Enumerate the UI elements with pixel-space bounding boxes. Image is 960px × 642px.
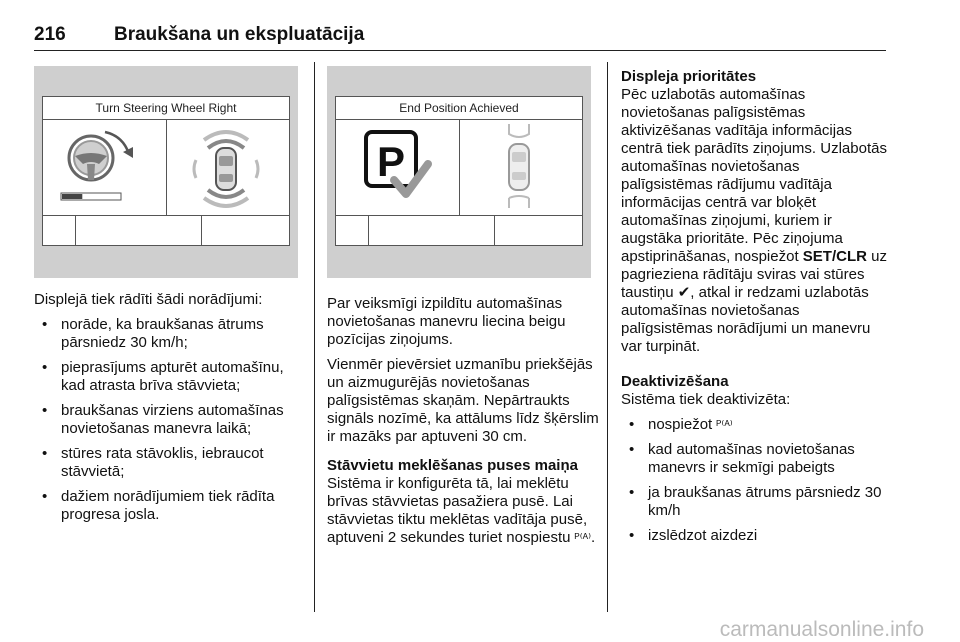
page-header: [34, 24, 886, 52]
park-assist-button-icon: ᴾ⁽ᴬ⁾: [716, 418, 733, 432]
section-heading: Displeja prioritātes: [621, 68, 757, 85]
display-screen: [42, 96, 290, 246]
list-item: • izslēdzot aizdezi: [621, 527, 891, 545]
list-item: • ja braukšanas ātrums pārsniedz 30 km/h: [621, 484, 891, 520]
list-item: • norāde, ka braukšanas ātrums pārsniedz 30 km/h;: [34, 316, 298, 352]
list-item: • dažiem norādījumiem tiek rādīta progresa josla.: [34, 488, 298, 524]
column-divider-2: [607, 62, 608, 612]
watermark: carmanualsonline.info: [719, 618, 924, 641]
header-rule: [34, 50, 886, 51]
column-3: [621, 68, 891, 545]
paragraph: Sistēma ir konfigurēta tā, lai meklētu brīvas stāvvietas pasažiera pusē. Lai stāvvietas tiktu meklētas vadītāja pusē, aptuveni 2 sekundes turiet nospiestu ᴾ⁽ᴬ⁾.: [327, 475, 596, 546]
list-item: • braukšanas virziens automašīnas novietošanas manevra laikā;: [34, 402, 298, 438]
list-item: • nospiežot ᴾ⁽ᴬ⁾: [621, 416, 891, 434]
paragraph: Sistēma tiek deaktivizēta:: [621, 391, 791, 408]
figure-end-position: [327, 66, 591, 278]
list-item: • kad automašīnas novietošanas manevrs ir sekmīgi pabeigts: [621, 441, 891, 477]
set-clr-label: SET/CLR: [802, 248, 867, 265]
paragraph: Vienmēr pievērsiet uzmanību priekšējās un aizmugurējās novietošanas palīgsistēmas skaņām. Nepārtraukts signāls nozīmē, ka attālums līdz šķērslim ir mazāks par aptuveni 30 cm.: [327, 356, 599, 445]
page-title: Braukšana un ekspluatācija: [114, 24, 365, 45]
column-2: [327, 295, 599, 547]
indicator-list: [34, 316, 298, 524]
column-1: [34, 291, 298, 524]
page-number: 216: [34, 24, 66, 45]
display-status-row: [336, 215, 582, 245]
list-item: • pieprasījums apturēt automašīnu, kad atrasta brīva stāvvieta;: [34, 359, 298, 395]
checkmark-icon: ✔: [677, 284, 691, 301]
parking-check-icon: [336, 120, 460, 216]
section-heading: Deaktivizēšana: [621, 373, 729, 390]
display-status-row: [43, 215, 289, 245]
steering-panel: [43, 120, 167, 215]
deactivation-list: [621, 416, 891, 545]
display-title: Turn Steering Wheel Right: [43, 97, 289, 120]
parking-panel: [336, 120, 460, 215]
column-divider-1: [314, 62, 315, 612]
paragraph: Par veiksmīgi izpildītu automašīnas novietošanas manevru liecina beigu pozīcijas ziņojums.: [327, 295, 566, 348]
paragraph: Pēc uzlabotās automašīnas novietošanas palīgsistēmas aktivizēšanas vadītāja informācijas centrā tiek parādīts ziņojums. Uzlabotās automašīnas novietošanas palīgsistēmas rādījumu vadītāja informācijas centrā var bloķēt automašīnas ziņojumi, kuriem ir augstāka prioritāte. Pēc ziņojuma apstiprināšanas, nospiežot SET/CLR uz pagrieziena rādītāju sviras vai stūres taustiņu ✔, atkal ir redzami uzlabotās automašīnas novietošanas palīgsistēmas norādījumi un manevru var turpināt.: [621, 86, 887, 355]
svg-text:P: P: [376, 138, 406, 185]
figure-turn-steering: [34, 66, 298, 278]
car-sensor-icon: [459, 120, 583, 216]
display-title: End Position Achieved: [336, 97, 582, 120]
park-assist-button-icon: ᴾ⁽ᴬ⁾: [574, 531, 592, 545]
steering-wheel-icon: [43, 120, 167, 216]
section-heading: Stāvvietu meklēšanas puses maiņa: [327, 457, 578, 474]
sensor-panel: [166, 120, 289, 215]
display-screen: [335, 96, 583, 246]
sensor-panel: [459, 120, 582, 215]
intro-text: Displejā tiek rādīti šādi norādījumi:: [34, 291, 263, 308]
car-sensor-icon: [166, 120, 290, 216]
list-item: • stūres rata stāvoklis, iebraucot stāvvietā;: [34, 445, 298, 481]
